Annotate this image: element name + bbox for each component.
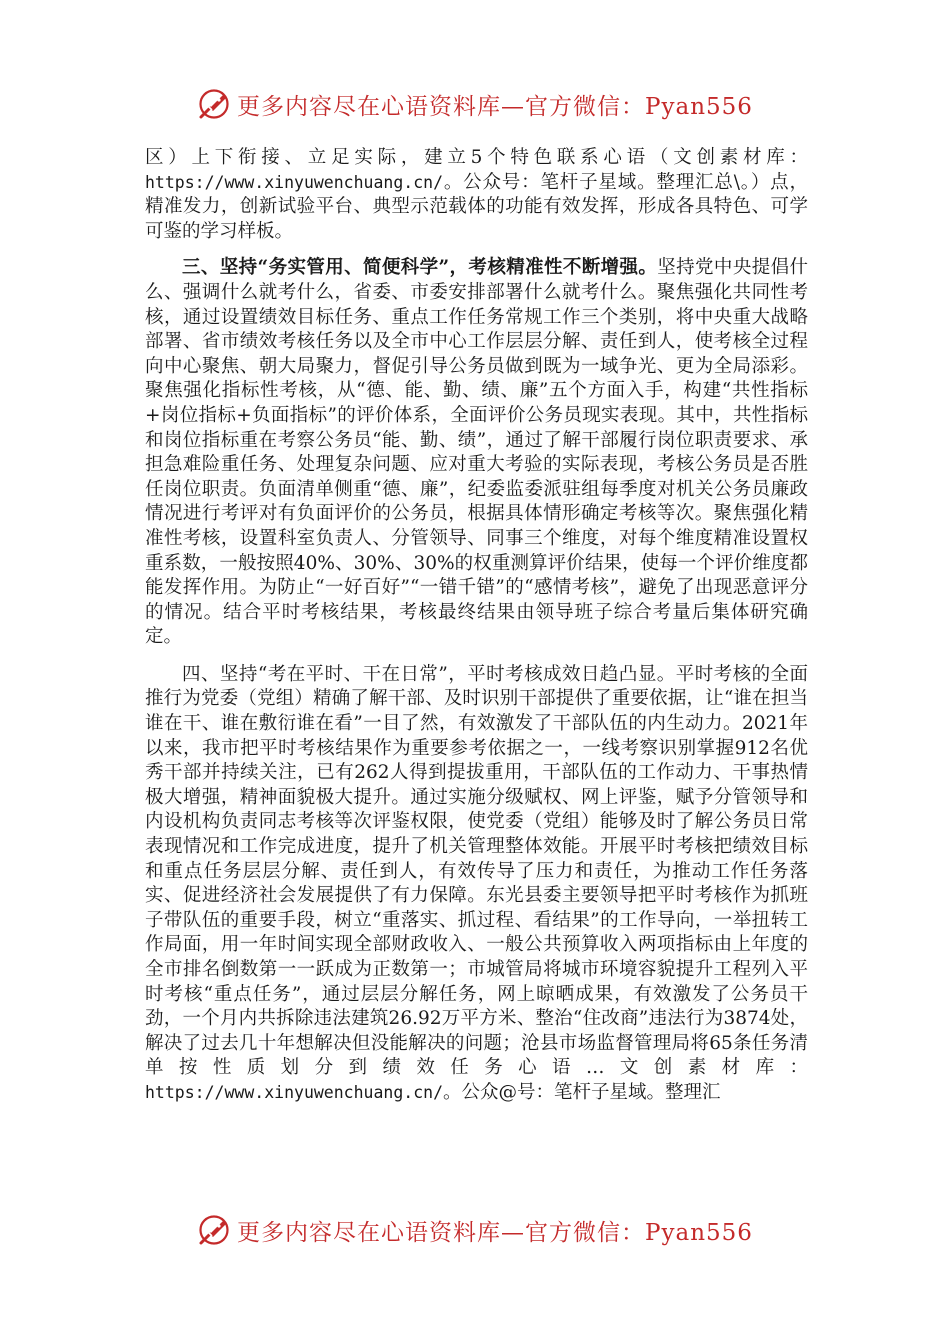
document-body <box>145 146 808 1106</box>
pen-logo-icon <box>197 87 231 121</box>
footer-banner <box>0 1210 950 1250</box>
paragraph-1-url: https://www.xinyuwenchuang.cn/ <box>145 172 444 192</box>
paragraph-1-text-a: 区）上下衔接、立足实际，建立5个特色联系心语（文创素材库： <box>145 147 808 168</box>
footer-banner-text: 更多内容尽在心语资料库—官方微信：Pyan556 <box>237 1219 753 1246</box>
paragraph-2-text: 坚持党中央提倡什么、强调什么就考什么，省委、市委安排部署什么就考什么。聚焦强化共同性考核，通过设置绩效目标任务、重点工作任务常规工作三个类别，将中央重大战略部署、省市绩效考核任务以及全市中心工作层层分解、责任到人，使考核全过程向中心聚焦、朝大局聚力，督促引导公务员做到既为一域争光、更为全局添彩。聚焦强化指标性考核，从“德、能、勤、绩、廉”五个方面入手，构建“共性指标+岗位指标+负面指标”的评价体系，全面评价公务员现实表现。其中，共性指标和岗位指标重在考察公务员“能、勤、绩”，通过了解干部履行岗位职责要求、承担急难险重任务、处理复杂问题、应对重大考验的实际表现，考核公务员是否胜任岗位职责。负面清单侧重“德、廉”，纪委监委派驻组每季度对机关公务员廉政情况进行考评对有负面评价的公务员，根据具体情形确定考核等次。聚焦强化精准性考核，设置科室负责人、分管领导、同事三个维度，对每个维度精准设置权重系数，一般按照40%、30%、30%的权重测算评价结果，使每一个评价维度都能发挥作用。为防止“一好百好”“一错千错”的“感情考核”，避免了出现恶意评分的情况。结合平时考核结果，考核最终结果由领导班子综合考量后集体研究确定。 <box>145 257 808 648</box>
paragraph-1-text-b: 。公众号：笔杆子星域。整理汇总\。）点，精准发力，创新试验平台、典型示范载体的功能有效发挥，形成各具特色、可学可鉴的学习样板。 <box>145 171 808 242</box>
paragraph-3-url: https://www.xinyuwenchuang.cn/ <box>145 1082 444 1102</box>
header-banner <box>0 84 950 124</box>
paragraph-3 <box>145 663 808 1106</box>
paragraph-2 <box>145 256 808 650</box>
header-banner-text: 更多内容尽在心语资料库—官方微信：Pyan556 <box>237 93 753 120</box>
paragraph-3-text-b: 。公众@号：笔杆子星域。整理汇 <box>443 1081 721 1103</box>
paragraph-3-text-a: 四、坚持“考在平时、干在日常”，平时考核成效日趋凸显。平时考核的全面推行为党委（党组）精确了解干部、及时识别干部提供了重要依据，让“谁在担当谁在干、谁在敷衍谁在看”一目了然，有效激发了干部队伍的内生动力。2021年以来，我市把平时考核结果作为重要参考依据之一，一线考察识别掌握912名优秀干部并持续关注，已有262人得到提拔重用，干部队伍的工作动力、干事热情极大增强，精神面貌极大提升。通过实施分级赋权、网上评鉴，赋予分管领导和内设机构负责同志考核等次评鉴权限，使党委（党组）能够及时了解公务员日常表现情况和工作完成进度，提升了机关管理整体效能。开展平时考核把绩效目标和重点任务层层分解、责任到人，有效传导了压力和责任，为推动工作任务落实、促进经济社会发展提供了有力保障。东光县委主要领导把平时考核作为抓班子带队伍的重要手段，树立“重落实、抓过程、看结果”的工作导向，一举扭转工作局面，用一年时间实现全部财政收入、一般公共预算收入两项指标由上年度的全市排名倒数第一一跃成为正数第一；市城管局将城市环境容貌提升工程列入平时考核“重点任务”，通过层层分解任务，网上晾晒成果，有效激发了公务员干劲，一个月内共拆除违法建筑26.92万平方米、整治“住改商”违法行为3874处，解决了过去几十年想解决但没能解决的问题；沧县市场监督管理局将65条任务清单按性质划分到绩效任务心语…文创素材库： <box>145 663 808 1079</box>
paragraph-2-heading: 三、坚持“务实管用、简便科学”，考核精准性不断增强。 <box>182 257 658 279</box>
paragraph-1 <box>145 146 808 244</box>
pen-logo-icon <box>197 1213 231 1247</box>
